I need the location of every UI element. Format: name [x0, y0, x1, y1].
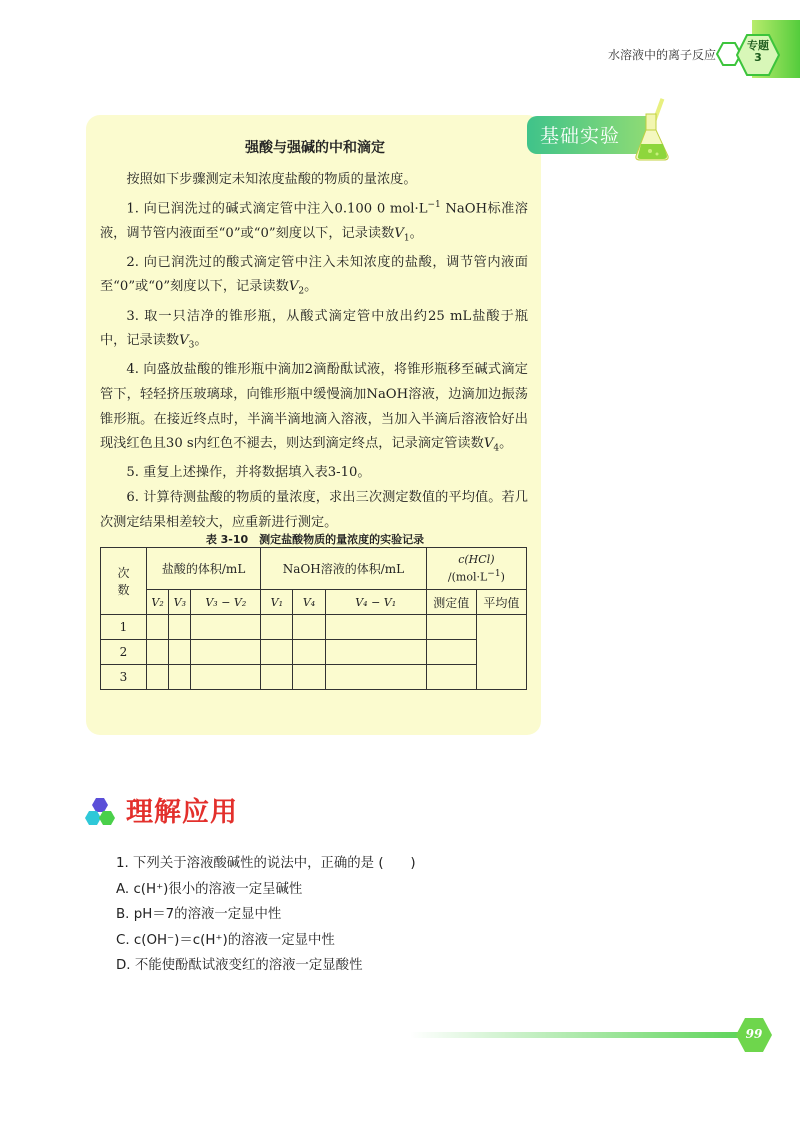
table-cell [293, 615, 325, 640]
table-cell [426, 640, 476, 665]
hexagon-cluster-icon [84, 797, 116, 827]
average-cell [476, 615, 526, 690]
header-concentration [426, 548, 526, 590]
experiment-title: 强酸与强碱的中和滴定 [245, 140, 385, 156]
step-1-sub: 1 [403, 233, 410, 244]
question-stem: 1. 下列关于溶液酸碱性的说法中，正确的是 ( ) [116, 856, 416, 871]
row-index: 2 [101, 640, 147, 665]
table-caption: 表 3-10 测定盐酸物质的量浓度的实验记录 [205, 533, 425, 546]
option-b: B. pH＝7的溶液一定显中性 [116, 907, 282, 923]
step-1-var: V [394, 225, 404, 241]
chapter-title: 水溶液中的离子反应 [608, 48, 717, 62]
header-concentration-line-2 [427, 567, 526, 585]
header-naoh-volume: NaOH溶液的体积/mL [261, 548, 427, 590]
header-trial-label-1: 次 [117, 566, 130, 580]
header-v4: V₄ [293, 590, 325, 615]
page-number: 99 [745, 1027, 763, 1041]
table-cell [169, 615, 191, 640]
header-trial-label-2: 数 [117, 583, 130, 597]
step-3-text: 3. 取一只洁净的锥形瓶，从酸式滴定管中放出约25 mL盐酸于瓶中，记录读数 [100, 308, 528, 349]
table-cell [169, 665, 191, 690]
data-table [100, 547, 527, 690]
table-cell [147, 615, 169, 640]
experiment-tag-label: 基础实验 [540, 125, 621, 147]
table-subheader-row [101, 590, 527, 615]
step-4-var: V [483, 436, 494, 452]
table-cell [261, 640, 293, 665]
question-block [116, 851, 676, 979]
table-cell [191, 640, 261, 665]
step-2-var: V [288, 279, 299, 295]
step-3-end: 。 [194, 333, 208, 349]
table-header-row [101, 548, 527, 590]
step-2-text: 2. 向已润洗过的酸式滴定管中注入未知浓度的盐酸，调节管内液面至“0”或“0”刻度以下，记录读数 [100, 254, 528, 295]
chapter-badge-label: 专题 [747, 39, 769, 52]
option-d: D. 不能使酚酞试液变红的溶液一定显酸性 [116, 958, 363, 974]
table-cell [191, 665, 261, 690]
step-4-text: 4. 向盛放盐酸的锥形瓶中滴加2滴酚酞试液，将锥形瓶移至碱式滴定管下，轻轻挤压玻璃球，向锥形瓶中缓慢滴加NaOH溶液，边滴加边振荡锥形瓶。在接近终点时，半滴半滴地滴入溶液，当加入半滴后溶液恰好出现浅红色且30 s内红色不褪去，则达到滴定终点，记录滴定管读数 [100, 362, 528, 452]
table-cell [293, 665, 325, 690]
chapter-badge-number: 3 [754, 51, 762, 64]
table-cell [426, 665, 476, 690]
chapter-badge [736, 40, 780, 64]
header-v3-minus-v2: V₃ − V₂ [191, 590, 261, 615]
experiment-step-6: 6. 计算待测盐酸的物质的量浓度，求出三次测定数值的平均值。若几次测定结果相差较大，应重新进行测定。 [100, 490, 528, 530]
step-4-end: 。 [499, 436, 513, 452]
header-v3: V₃ [169, 590, 191, 615]
row-index: 3 [101, 665, 147, 690]
header-v2: V₂ [147, 590, 169, 615]
experiment-step-2 [100, 251, 528, 305]
table-cell [325, 665, 426, 690]
row-index: 1 [101, 615, 147, 640]
step-1-end: 。 [409, 225, 423, 241]
footer-line [410, 1032, 740, 1038]
experiment-intro: 按照如下步骤测定未知浓度盐酸的物质的量浓度。 [126, 172, 417, 187]
header-v1: V₁ [261, 590, 293, 615]
step-2-end: 。 [304, 279, 318, 295]
table-row [101, 665, 527, 690]
table-row [101, 615, 527, 640]
table-cell [261, 615, 293, 640]
section-title: 理解应用 [126, 797, 238, 828]
table-cell [191, 615, 261, 640]
table-cell [293, 640, 325, 665]
experiment-step-3 [100, 305, 528, 359]
table-cell [147, 640, 169, 665]
header-c-sup: −1 [487, 568, 501, 579]
step-4-sub: 4 [493, 443, 500, 454]
step-2-sub: 2 [298, 287, 305, 298]
experiment-body [100, 168, 528, 535]
table-cell [325, 640, 426, 665]
option-c: C. c(OH⁻)＝c(H⁺)的溶液一定显中性 [116, 932, 335, 948]
header-hcl-volume: 盐酸的体积/mL [147, 548, 261, 590]
header-average: 平均值 [476, 590, 526, 615]
option-a: A. c(H⁺)很小的溶液一定呈碱性 [116, 881, 303, 897]
header-v4-minus-v1: V₄ − V₁ [325, 590, 426, 615]
step-3-sub: 3 [188, 340, 195, 351]
header-c-unit: /(mol·L [447, 570, 488, 584]
table-cell [169, 640, 191, 665]
table-cell [147, 665, 169, 690]
table-row [101, 640, 527, 665]
header-c-end: ) [500, 570, 505, 584]
step-3-var: V [179, 333, 189, 349]
header-trial-count [101, 548, 147, 615]
step-1-text-a: 1. 向已润洗过的碱式滴定管中注入0.100 0 mol·L [126, 200, 428, 216]
table-cell [261, 665, 293, 690]
header-concentration-line-1: c(HCl) [458, 552, 495, 566]
experiment-step-1 [100, 193, 528, 251]
flask-icon [632, 96, 674, 162]
table-cell [426, 615, 476, 640]
experiment-step-4 [100, 358, 528, 461]
experiment-step-5: 5. 重复上述操作，并将数据填入表3-10。 [126, 465, 371, 481]
step-1-sup: −1 [427, 199, 441, 210]
step-1-text-b: NaOH标准溶液，调节管内液面至“0”或“0”刻度以下，记录读数 [100, 200, 528, 241]
table-cell [325, 615, 426, 640]
header-measured: 测定值 [426, 590, 476, 615]
